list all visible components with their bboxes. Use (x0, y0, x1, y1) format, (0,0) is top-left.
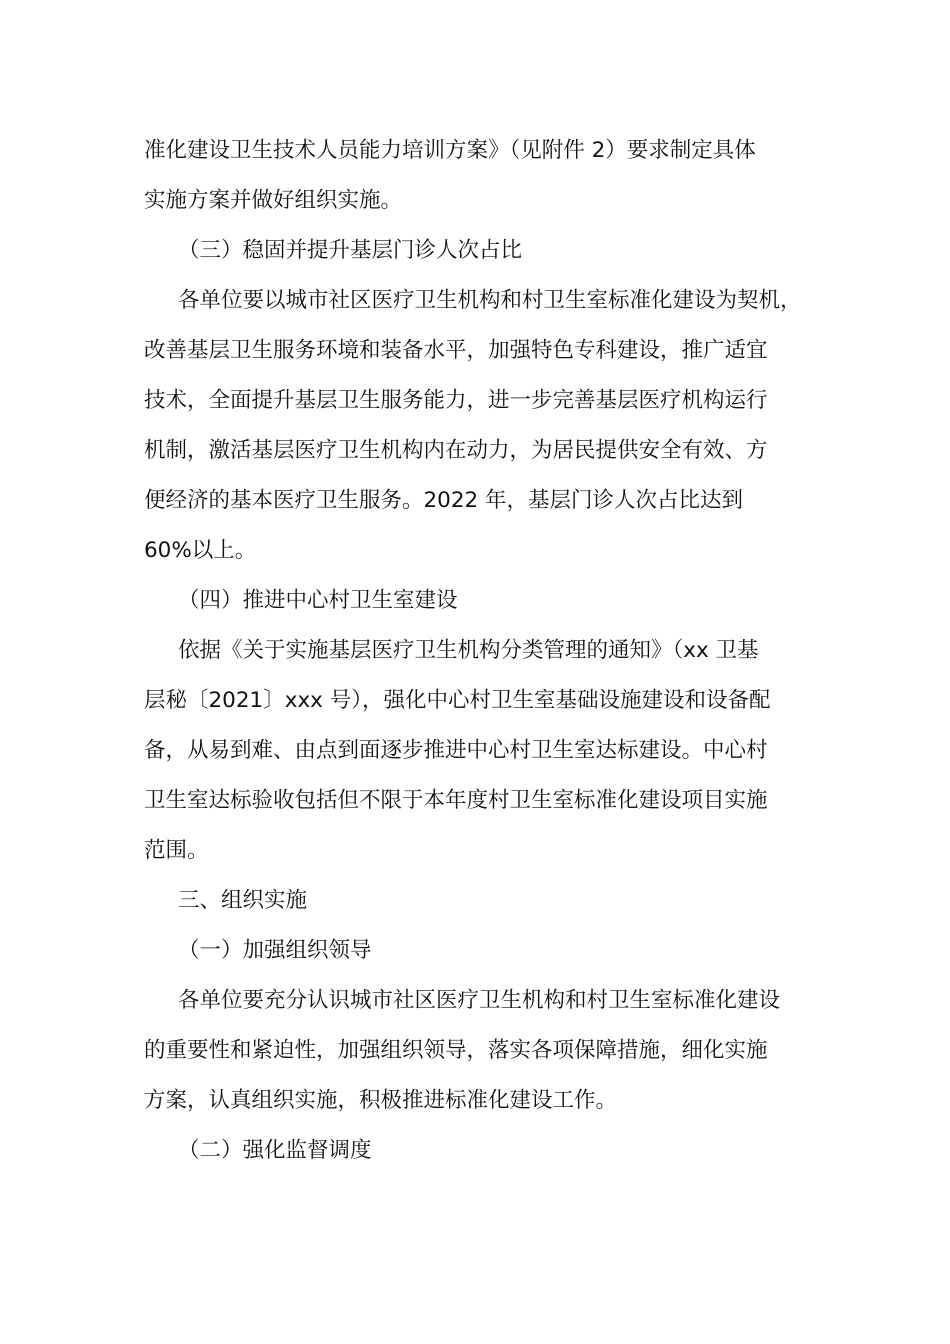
text-line: 各单位要以城市社区医疗卫生机构和村卫生室标准化建设为契机， (178, 288, 802, 313)
section-heading-1: （一）加强组织领导 (178, 938, 372, 963)
section-heading-4: （四）推进中心村卫生室建设 (178, 588, 458, 613)
text-line: 便经济的基本医疗卫生服务。2022 年，基层门诊人次占比达到 (144, 488, 744, 513)
section-heading-2: （二）强化监督调度 (178, 1138, 372, 1163)
text-line: 各单位要充分认识城市社区医疗卫生机构和村卫生室标准化建设 (178, 988, 781, 1013)
text-line: 60%以上。 (144, 538, 257, 563)
text-line: 依据《关于实施基层医疗卫生机构分类管理的通知》（xx 卫基 (178, 638, 759, 663)
text-line: 的重要性和紧迫性，加强组织领导，落实各项保障措施，细化实施 (144, 1038, 768, 1063)
text-line: 准化建设卫生技术人员能力培训方案》（见附件 2）要求制定具体 (144, 138, 756, 163)
text-line: 范围。 (144, 838, 209, 863)
text-line: 卫生室达标验收包括但不限于本年度村卫生室标准化建设项目实施 (144, 788, 768, 813)
chapter-heading: 三、组织实施 (178, 888, 308, 913)
text-line: 层秘〔2021〕xxx 号），强化中心村卫生室基础设施建设和设备配 (144, 688, 771, 713)
text-line: 改善基层卫生服务环境和装备水平，加强特色专科建设，推广适宜 (144, 338, 768, 363)
text-line: 备，从易到难、由点到面逐步推进中心村卫生室达标建设。中心村 (144, 738, 768, 763)
text-line: 技术，全面提升基层卫生服务能力，进一步完善基层医疗机构运行 (144, 388, 768, 413)
text-line: 机制，激活基层医疗卫生机构内在动力，为居民提供安全有效、方 (144, 438, 768, 463)
section-heading-3: （三）稳固并提升基层门诊人次占比 (178, 238, 523, 263)
text-line: 实施方案并做好组织实施。 (144, 188, 403, 213)
text-line: 方案，认真组织实施，积极推进标准化建设工作。 (144, 1088, 618, 1113)
